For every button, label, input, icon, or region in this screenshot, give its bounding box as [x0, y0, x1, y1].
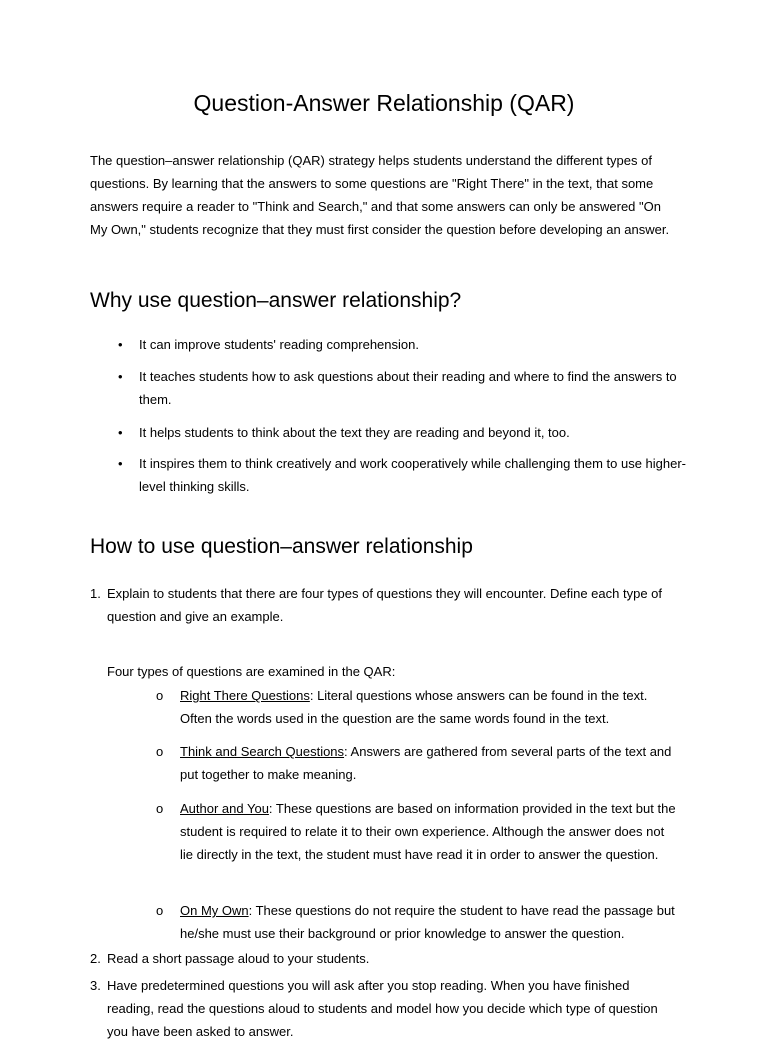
question-type-term: On My Own [180, 903, 249, 918]
bullet-icon: • [118, 425, 123, 440]
step-number: 2. [90, 951, 101, 966]
question-type-desc: : Answers are gathered from several parts of the text and put together to make meaning. [180, 744, 672, 782]
document-title: Question-Answer Relationship (QAR) [193, 90, 575, 116]
question-type-term: Author and You [180, 801, 269, 816]
how-heading: How to use question–answer relationship [90, 535, 473, 558]
sub-bullet-icon: o [156, 744, 164, 759]
sub-bullet-icon: o [156, 903, 164, 918]
why-item-text: It can improve students' reading comprehension. [139, 337, 419, 352]
step-text: Read a short passage aloud to your students. [107, 951, 370, 966]
sub-bullet-icon: o [156, 688, 164, 703]
step-text: Explain to students that there are four types of questions they will encounter. Define each type of question and give an example. [107, 586, 663, 624]
intro-paragraph: The question–answer relationship (QAR) strategy helps students understand the different types of questions. By learning that the answers to some questions are "Right There" in the text, that some answers require a reader to "Think and Search," and that some answers can only be answered "On My Own," students recognize that they must first consider the question before developing an answer. [90, 153, 670, 237]
question-type-term: Right There Questions [180, 688, 310, 703]
why-item-text: It teaches students how to ask questions about their reading and where to find the answers to them. [139, 369, 677, 407]
question-type-term: Think and Search Questions [180, 744, 345, 759]
sub-bullet-icon: o [156, 801, 164, 816]
why-item-text: It inspires them to think creatively and work cooperatively while challenging them to use higher-level thinking skills. [139, 456, 686, 494]
question-type-desc: : Literal questions whose answers can be found in the text. Often the words used in the question are the same words found in the text. [180, 688, 648, 726]
bullet-icon: • [118, 337, 123, 352]
question-type-desc: : These questions are based on information provided in the text but the student is required to relate it to their own experience. Although the answer does not lie directly in the text, the student must have read it in order to answer the question. [180, 801, 676, 862]
why-heading: Why use question–answer relationship? [90, 289, 462, 312]
step-number: 3. [90, 978, 101, 993]
step-number: 1. [90, 586, 101, 601]
question-type-desc: : These questions do not require the student to have read the passage but he/she must use their background or prior knowledge to answer the question. [180, 903, 675, 941]
bullet-icon: • [118, 369, 123, 384]
types-intro: Four types of questions are examined in the QAR: [107, 664, 396, 679]
why-item-text: It helps students to think about the text they are reading and beyond it, too. [139, 425, 570, 440]
bullet-icon: • [118, 456, 123, 471]
step-text: Have predetermined questions you will ask after you stop reading. When you have finished reading, read the questions aloud to students and model how you decide which type of question you have been asked to answer. [107, 978, 658, 1039]
